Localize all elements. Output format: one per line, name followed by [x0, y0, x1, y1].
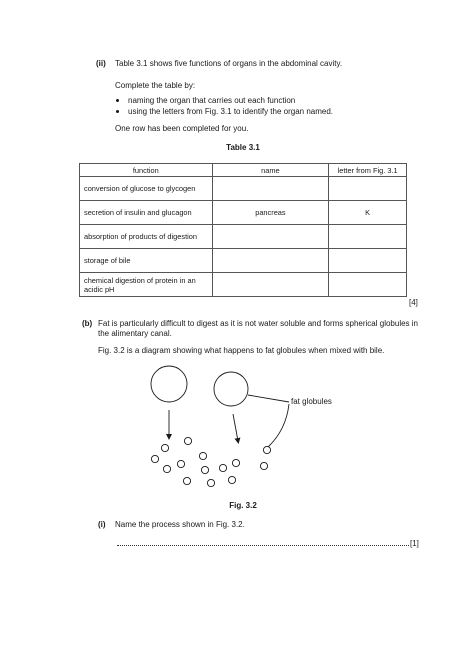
fig-intro: Fig. 3.2 is a diagram showing what happens to fat globules when mixed with bile. [98, 346, 385, 355]
small-fat-globule [219, 464, 226, 471]
small-fat-globule [184, 437, 191, 444]
answer-line[interactable] [117, 545, 409, 546]
cell-function: conversion of glucose to glycogen [80, 177, 213, 201]
figure-caption: Fig. 3.2 [229, 501, 257, 510]
small-fat-globule [207, 479, 214, 486]
table-marks: [4] [409, 298, 418, 307]
large-fat-globule [151, 366, 187, 402]
question-i-text: Name the process shown in Fig. 3.2. [115, 520, 245, 529]
small-fat-globule [228, 476, 235, 483]
table-title: Table 3.1 [226, 143, 260, 152]
cell-function: storage of bile [80, 249, 213, 273]
small-fat-globule [151, 455, 158, 462]
small-fat-globule [183, 477, 190, 484]
bullet-text-1: naming the organ that carries out each function [128, 96, 296, 105]
question-i-label: (i) [98, 520, 106, 529]
question-i-marks: [1] [410, 539, 419, 548]
completed-note: One row has been completed for you. [115, 124, 249, 133]
header-function: function [80, 164, 213, 177]
large-fat-globule [214, 372, 248, 406]
part-ii-instruction: Complete the table by: [115, 81, 196, 90]
part-ii-intro: Table 3.1 shows five functions of organs in the abdominal cavity. [115, 59, 343, 68]
cell-function: absorption of products of digestion [80, 225, 213, 249]
cell-function: secretion of insulin and glucagon [80, 201, 213, 225]
small-fat-globule [232, 459, 239, 466]
arrow [233, 414, 238, 441]
small-fat-globule [260, 462, 267, 469]
label-line [268, 404, 289, 447]
label-line [248, 395, 289, 402]
small-fat-globule [161, 444, 168, 451]
cell-name: pancreas [212, 201, 329, 225]
part-b-label: (b) [82, 319, 93, 328]
header-name: name [212, 164, 329, 177]
header-letter: letter from Fig. 3.1 [329, 164, 407, 177]
small-fat-globule [177, 460, 184, 467]
bullet-text-2: using the letters from Fig. 3.1 to identify the organ named. [128, 107, 333, 116]
small-fat-globule [163, 465, 170, 472]
part-ii-label: (ii) [96, 59, 106, 68]
part-b-text: Fat is particularly difficult to digest as it is not water soluble and forms spherical globules in the alimentary canal. [98, 319, 419, 338]
small-fat-globule [199, 452, 206, 459]
small-fat-globule [263, 446, 270, 453]
small-fat-globule [201, 466, 208, 473]
fat-globules-label: fat globules [291, 397, 332, 406]
cell-letter: K [329, 201, 407, 225]
cell-function: chemical digestion of protein in an acidic pH [80, 273, 213, 297]
